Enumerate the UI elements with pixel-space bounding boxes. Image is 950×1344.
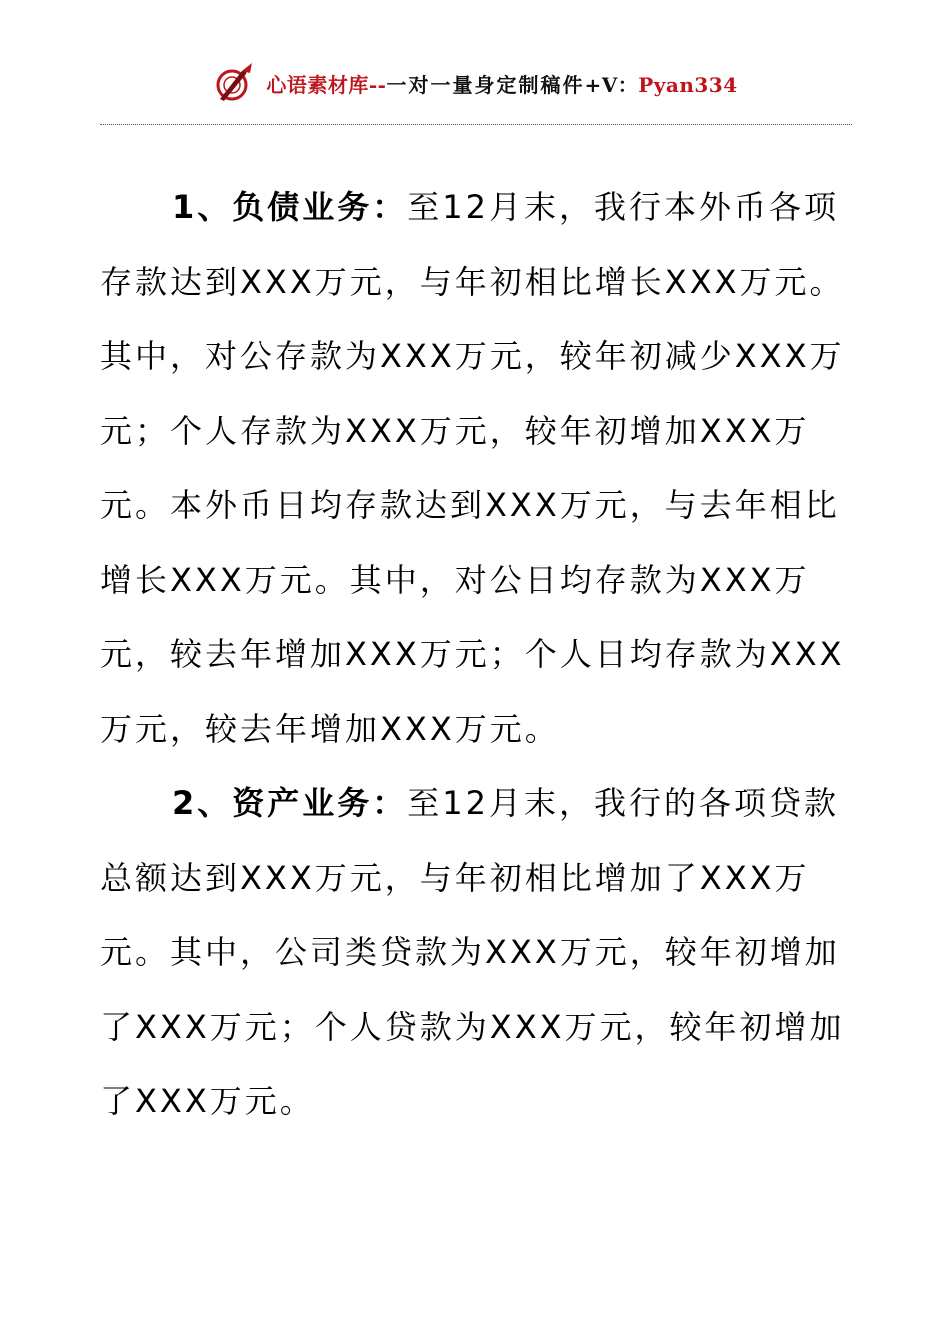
- paragraph-heading: 1、负债业务：: [172, 188, 408, 226]
- contact-prefix: +V：: [584, 72, 639, 97]
- header-divider: [100, 124, 852, 125]
- header-slogan: 一对一量身定制稿件: [386, 72, 585, 97]
- paragraph-assets: [100, 766, 860, 1139]
- page-header: [0, 58, 950, 108]
- quill-pen-logo-icon: [212, 61, 256, 105]
- header-separator: --: [368, 72, 387, 97]
- paragraph-heading: 2、资产业务：: [172, 784, 408, 822]
- header-title: [266, 69, 737, 98]
- paragraph-liabilities: [100, 170, 860, 766]
- document-body: [100, 170, 860, 1139]
- wechat-id: Pyan334: [638, 72, 738, 97]
- paragraph-text: 至12月末，我行本外币各项存款达到XXX万元，与年初相比增长XXX万元。其中，对公存款为XXX万元，较年初减少XXX万元；个人存款为XXX万元，较年初增加XXX万元。本外币日均存款达到XXX万元，与去年相比增长XXX万元。其中，对公日均存款为XXX万元，较去年增加XXX万元；个人日均存款为XXX万元，较去年增加XXX万元。: [100, 188, 845, 748]
- brand-name: 心语素材库: [266, 72, 369, 97]
- paragraph-text: 至12月末，我行的各项贷款总额达到XXX万元，与年初相比增加了XXX万元。其中，公司类贷款为XXX万元，较年初增加了XXX万元；个人贷款为XXX万元，较年初增加了XXX万元。: [100, 784, 845, 1120]
